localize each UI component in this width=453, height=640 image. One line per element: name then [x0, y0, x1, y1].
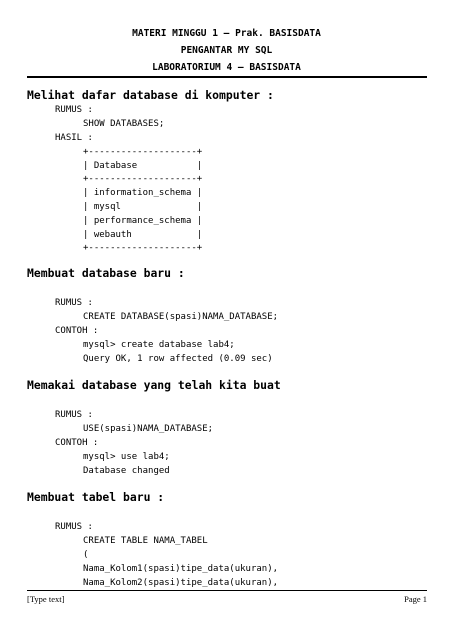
code-line: RUMUS :	[55, 410, 93, 420]
page-number: Page 1	[404, 594, 427, 604]
header-course-title: MATERI MINGGU 1 – Prak. BASISDATA	[132, 28, 321, 39]
section-title-use-database: Memakai database yang telah kita buat	[27, 378, 281, 392]
section-title-create-table: Membuat tabel baru :	[27, 490, 165, 504]
code-line: | mysql |	[83, 202, 203, 212]
code-line: HASIL :	[55, 133, 93, 143]
code-line: | performance_schema |	[83, 216, 203, 226]
footer-left-text: [Type text]	[27, 594, 65, 604]
code-line: RUMUS :	[55, 105, 93, 115]
code-line: | information_schema |	[83, 188, 203, 198]
code-line: USE(spasi)NAMA_DATABASE;	[83, 424, 214, 434]
code-line: CREATE DATABASE(spasi)NAMA_DATABASE;	[83, 312, 279, 322]
code-line: RUMUS :	[55, 522, 93, 532]
code-line: | Database |	[83, 161, 203, 171]
header-divider	[27, 76, 427, 78]
code-line: CREATE TABLE NAMA_TABEL	[83, 536, 208, 546]
footer-divider	[27, 590, 427, 591]
section-title-show-databases: Melihat dafar database di komputer :	[27, 88, 274, 102]
code-line: | webauth |	[83, 230, 203, 240]
code-line: (	[83, 550, 89, 560]
code-line: Database changed	[83, 466, 170, 476]
code-line: Nama_Kolom2(spasi)tipe_data(ukuran),	[83, 578, 279, 588]
code-line: mysql> use lab4;	[83, 452, 170, 462]
code-line: SHOW DATABASES;	[83, 119, 165, 129]
code-line: mysql> create database lab4;	[83, 340, 235, 350]
code-line: Query OK, 1 row affected (0.09 sec)	[83, 354, 273, 364]
code-line: +--------------------+	[83, 174, 203, 184]
code-line: RUMUS :	[55, 298, 93, 308]
code-line: CONTOH :	[55, 326, 99, 336]
code-line: +--------------------+	[83, 243, 203, 253]
section-title-create-database: Membuat database baru :	[27, 266, 185, 280]
code-line: CONTOH :	[55, 438, 99, 448]
code-line: +--------------------+	[83, 147, 203, 157]
header-topic: PENGANTAR MY SQL	[180, 45, 273, 56]
code-line: Nama_Kolom1(spasi)tipe_data(ukuran),	[83, 564, 279, 574]
header-lab: LABORATORIUM 4 – BASISDATA	[152, 62, 301, 73]
